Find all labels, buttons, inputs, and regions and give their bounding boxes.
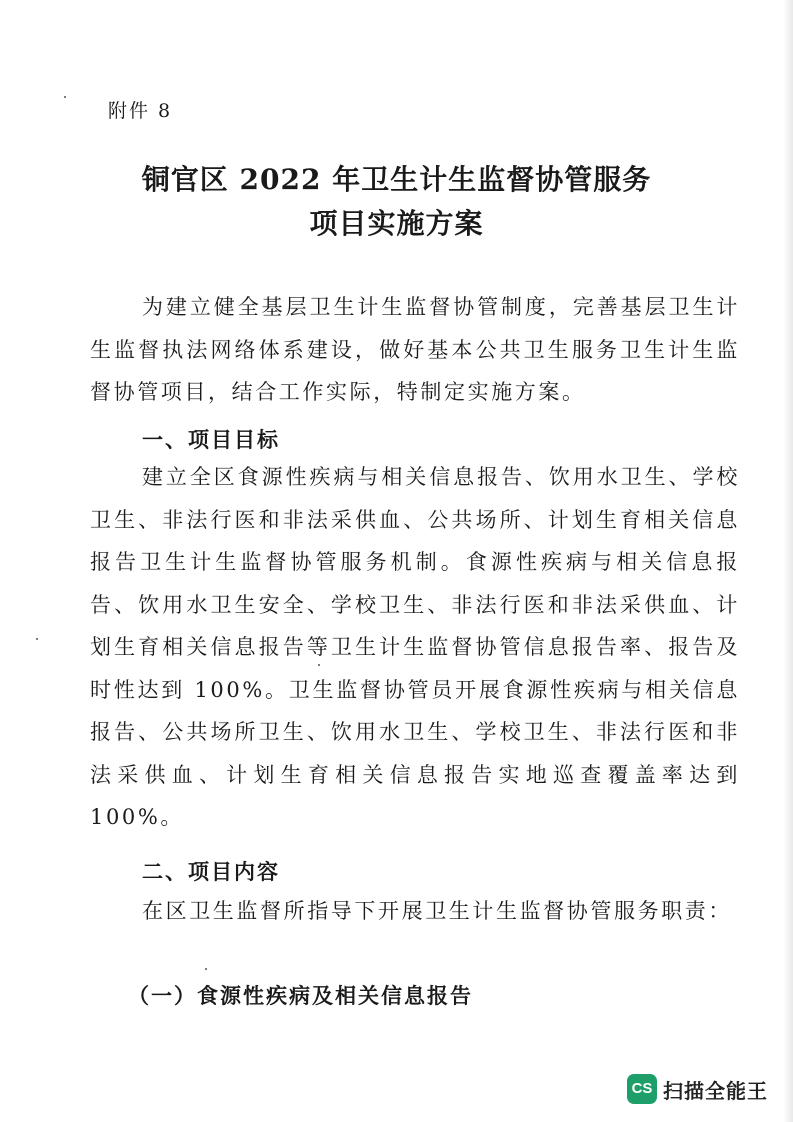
goals-paragraph: 建立全区食源性疾病与相关信息报告、饮用水卫生、学校卫生、非法行医和非法采供血、公共场所、计划生育相关信息报告卫生计生监督协管服务机制。食源性疾病与相关信息报告、饮用水卫生安全、学校卫生、非法行医和非法采供血、计划生育相关信息报告等卫生计生监督协管信息报告率、报告及时性达到 100%。卫生监督协管员开展食源性疾病与相关信息报告、公共场所卫生、饮用水卫生、学校卫生、非法行医和非法采供血、计划生育相关信息报告实地巡查覆盖率达到 100%。 — [90, 465, 740, 829]
content-paragraph: 在区卫生监督所指导下开展卫生计生监督协管服务职责： — [142, 899, 732, 923]
subsection-heading-foodborne: （一）食源性疾病及相关信息报告 — [128, 983, 473, 1008]
intro-paragraph: 为建立健全基层卫生计生监督协管制度，完善基层卫生计生监督执法网络体系建设，做好基本公共卫生服务卫生计生监督协管项目，结合工作实际，特制定实施方案。 — [90, 295, 740, 404]
scanner-watermark — [627, 1074, 768, 1104]
document-title-line-1: 铜官区 2022 年卫生计生监督协管服务 — [141, 163, 652, 196]
section-heading-content: 二、项目内容 — [142, 859, 280, 884]
camscanner-logo-icon: CS — [627, 1074, 657, 1104]
scanner-app-name: 扫描全能王 — [663, 1078, 768, 1103]
document-title-line-2: 项目实施方案 — [309, 207, 484, 240]
attachment-label: 附件 8 — [108, 100, 173, 122]
scan-speck — [205, 968, 207, 970]
scan-speck — [36, 638, 38, 640]
section-heading-goals: 一、项目目标 — [142, 427, 280, 452]
scan-speck — [64, 96, 66, 98]
